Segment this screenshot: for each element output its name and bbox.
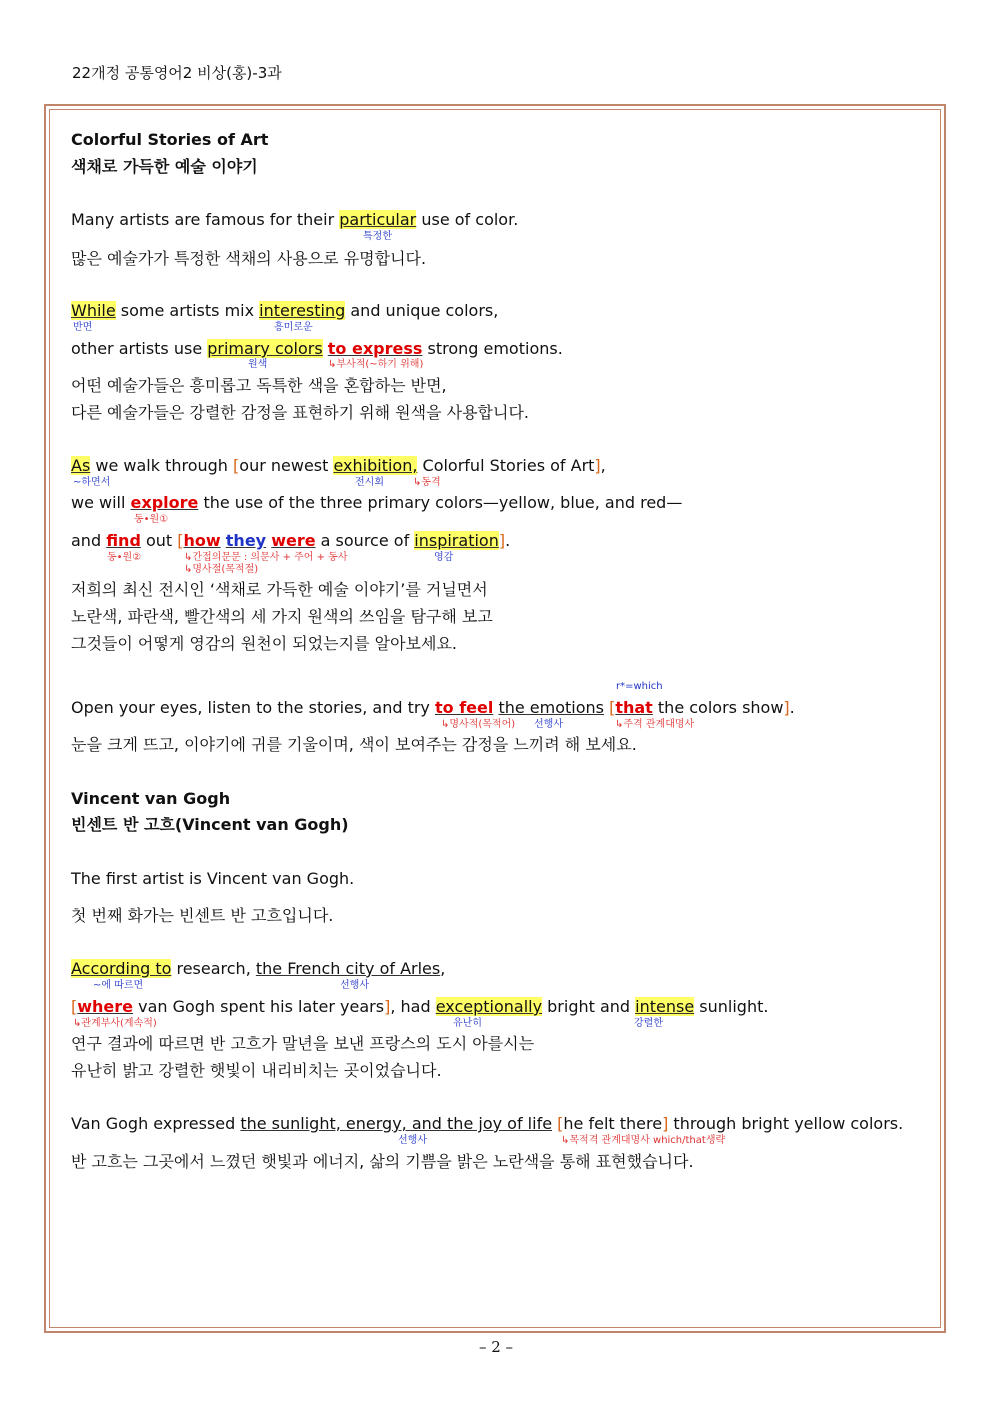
bracket-open: [: [609, 698, 616, 717]
text-span: Van Gogh expressed: [71, 1114, 241, 1133]
p5-ko: 첫 번째 화가는 빈센트 반 고흐입니다.: [71, 906, 334, 925]
text-span: use of color.: [416, 210, 519, 229]
p3-ko-1: 저희의 최신 전시인 ‘색채로 가득한 예술 이야기’를 거닐면서: [71, 580, 488, 599]
text-span: the use of the three primary colors—yellow, blue, and red—: [198, 493, 683, 512]
p2-ko-2: 다른 예술가들은 강렬한 감정을 표현하기 위해 원색을 사용합니다.: [71, 403, 530, 422]
text-span: .: [789, 698, 795, 717]
bracket-close: ]: [662, 1114, 669, 1133]
note-that: ↳주격 관계대명사: [615, 719, 695, 730]
p6-en-1: [71, 958, 445, 980]
note-arles: 선행사: [340, 980, 369, 991]
page-number: – 2 –: [478, 1338, 514, 1356]
note-noun-clause: ↳명사절(목적절): [184, 564, 259, 575]
note-particular: 특정한: [363, 231, 392, 242]
word-find: find: [106, 531, 141, 550]
text-span: he felt there: [563, 1114, 663, 1133]
note-where: ↳관계부사(계속적): [73, 1018, 157, 1029]
note-indirect-question: ↳간접의문문 : 의문사 + 주어 + 동사: [184, 552, 348, 563]
text-span: we walk through: [90, 456, 234, 475]
bracket-close: ]: [783, 698, 790, 717]
text-span: other artists use: [71, 339, 208, 358]
word-intense: intense: [635, 997, 695, 1016]
note-emotions: 선행사: [534, 719, 563, 730]
document-header: 22개정 공통영어2 비상(홍)-3과: [72, 64, 282, 82]
note-omitted-relative: ↳목적격 관계대명사 which/that생략: [561, 1135, 726, 1146]
note-antecedent: 선행사: [398, 1135, 427, 1146]
word-where: where: [77, 997, 134, 1016]
text-span: our newest: [239, 456, 334, 475]
word-particular: particular: [339, 210, 417, 229]
text-span: ,: [600, 456, 606, 475]
p6-ko-2: 유난히 밝고 강렬한 햇빛이 내리비치는 곳이었습니다.: [71, 1061, 442, 1080]
word-to-express: to express: [327, 339, 423, 358]
note-explore: 동•원①: [134, 514, 169, 525]
word-as: As: [71, 456, 91, 475]
bracket-close: ]: [594, 456, 601, 475]
note-to-feel: ↳명사적(목적어): [441, 719, 516, 730]
p5-en: The first artist is Vincent van Gogh.: [71, 869, 355, 888]
note-as: ~하면서: [73, 477, 111, 488]
p2-en-2: [71, 338, 563, 360]
note-appositive: ↳동격: [413, 477, 441, 488]
word-they: they: [225, 531, 267, 550]
p2-ko-1: 어떤 예술가들은 흥미롭고 독특한 색을 혼합하는 반면,: [71, 376, 447, 395]
text-span: research,: [171, 959, 256, 978]
note-primary: 원색: [248, 359, 268, 370]
text-span: sunlight.: [694, 997, 769, 1016]
p1-ko: 많은 예술가가 특정한 색채의 사용으로 유명합니다.: [71, 249, 427, 268]
note-to-express: ↳부사적(~하기 위해): [328, 359, 424, 370]
p2-en-1: [71, 300, 498, 322]
text-span: bright and: [542, 997, 636, 1016]
note-while: 반면: [73, 322, 93, 333]
p4-en: [71, 697, 795, 719]
p6-ko-1: 연구 결과에 따르면 반 고흐가 말년을 보낸 프랑스의 도시 아를시는: [71, 1034, 535, 1053]
title-ko: 색채로 가득한 예술 이야기: [71, 157, 258, 176]
word-while: While: [71, 301, 116, 320]
p3-en-1: [71, 455, 606, 477]
word-exceptionally: exceptionally: [435, 997, 543, 1016]
text-span: and: [71, 531, 107, 550]
p3-ko-3: 그것들이 어떻게 영감의 원천이 되었는지를 알아보세요.: [71, 634, 458, 653]
word-that: that: [615, 698, 653, 717]
bracket-open: [: [233, 456, 240, 475]
bracket-open: [: [71, 997, 78, 1016]
p1-en: [71, 209, 518, 231]
text-span: Open your eyes, listen to the stories, and try: [71, 698, 435, 717]
text-span: some artists mix: [115, 301, 260, 320]
word-primary-colors: primary colors: [207, 339, 323, 358]
note-intense: 강렬한: [634, 1018, 663, 1029]
text-span: through bright yellow colors.: [668, 1114, 904, 1133]
word-exhibition: exhibition,: [333, 456, 418, 475]
word-according-to: According to: [71, 959, 172, 978]
p3-en-2: [71, 492, 682, 514]
section2-ko: 빈센트 반 고흐(Vincent van Gogh): [71, 815, 349, 834]
p7-en: [71, 1113, 903, 1135]
note-exceptionally: 유난히: [453, 1018, 482, 1029]
word-antecedent-phrase: the sunlight, energy, and the joy of life: [240, 1114, 553, 1133]
bracket-open: [: [557, 1114, 564, 1133]
note-exhibition: 전시회: [355, 477, 384, 488]
note-find: 동•원②: [107, 552, 142, 563]
text-span: .: [505, 531, 511, 550]
text-span: strong emotions.: [422, 339, 563, 358]
note-interesting: 흥미로운: [274, 322, 313, 333]
text-span: we will: [71, 493, 131, 512]
text-span: Colorful Stories of Art: [417, 456, 595, 475]
bracket-close: ]: [384, 997, 391, 1016]
bracket-open: [: [177, 531, 184, 550]
title-en: Colorful Stories of Art: [71, 130, 269, 149]
word-arles: the French city of Arles: [255, 959, 441, 978]
text-span: Many artists are famous for their: [71, 210, 340, 229]
bracket-close: ]: [498, 531, 506, 550]
text-span: a source of: [315, 531, 415, 550]
p4-ko: 눈을 크게 뜨고, 이야기에 귀를 기울이며, 색이 보여주는 감정을 느끼려 해 보세요.: [71, 735, 637, 754]
text-span: out: [140, 531, 178, 550]
word-to-feel: to feel: [434, 698, 494, 717]
word-the-emotions: the emotions: [498, 698, 604, 717]
p3-ko-2: 노란색, 파란색, 빨간색의 세 가지 원색의 쓰임을 탐구해 보고: [71, 607, 493, 626]
note-according-to: ~에 따르면: [93, 980, 144, 991]
note-inspiration: 영감: [434, 552, 454, 563]
text-span: ,: [440, 959, 446, 978]
text-span: the colors show: [652, 698, 784, 717]
text-span: , had: [390, 997, 436, 1016]
p6-en-2: [71, 996, 768, 1018]
text-span: and unique colors,: [345, 301, 499, 320]
word-interesting: interesting: [259, 301, 346, 320]
text-span: van Gogh spent his later years: [133, 997, 385, 1016]
word-inspiration: inspiration: [414, 531, 499, 550]
section2-en: Vincent van Gogh: [71, 789, 231, 808]
word-explore: explore: [130, 493, 199, 512]
p7-ko: 반 고흐는 그곳에서 느꼈던 햇빛과 에너지, 삶의 기쁨을 밝은 노란색을 통해 표현했습니다.: [71, 1152, 694, 1171]
word-were: were: [271, 531, 316, 550]
note-which: r*=which: [616, 681, 663, 692]
word-how: how: [183, 531, 221, 550]
p3-en-3: [71, 530, 510, 552]
